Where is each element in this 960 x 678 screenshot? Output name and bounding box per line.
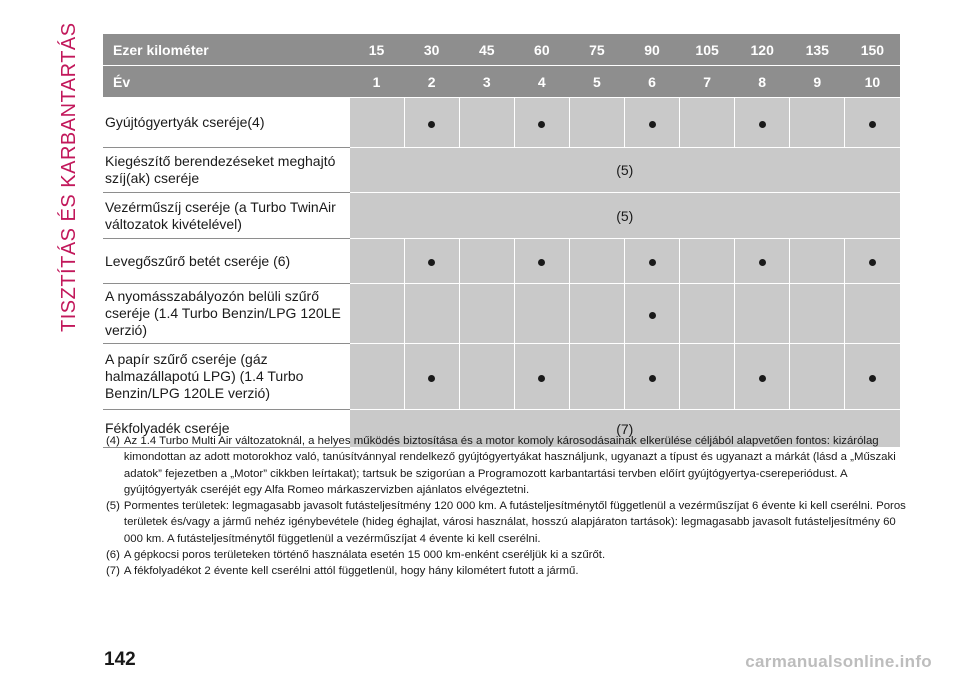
header-value: 15 [349, 34, 404, 66]
schedule-cell [514, 344, 569, 410]
scheduled-dot-icon [759, 375, 766, 382]
schedule-cell [680, 344, 735, 410]
schedule-cell [790, 284, 845, 344]
schedule-cell [514, 239, 569, 284]
header-value: 7 [680, 66, 735, 98]
schedule-cell [735, 98, 790, 148]
scheduled-dot-icon [428, 375, 435, 382]
footnote-text: A gépkocsi poros területeken történő használata esetén 15 000 km-enként cseréljük ki a szűrőt. [123, 549, 606, 562]
scheduled-dot-icon [538, 375, 545, 382]
footnote-marker: (4) [106, 435, 120, 447]
schedule-cell [624, 98, 679, 148]
schedule-cell [790, 98, 845, 148]
header-label: Ezer kilométer [103, 34, 349, 66]
schedule-cell [735, 239, 790, 284]
header-value: 10 [845, 66, 900, 98]
span-note-cell: (5) [349, 193, 900, 239]
table-row [103, 284, 900, 344]
maintenance-schedule-table [103, 34, 900, 448]
row-label: A papír szűrő cseréje (gáz halmazállapotú LPG) (1.4 Turbo Benzin/LPG 120LE verzió) [103, 344, 349, 410]
table-row [103, 98, 900, 148]
header-value: 8 [735, 66, 790, 98]
footnote [106, 498, 906, 547]
scheduled-dot-icon [538, 259, 545, 266]
schedule-cell [459, 239, 514, 284]
header-value: 2 [404, 66, 459, 98]
header-value: 9 [790, 66, 845, 98]
row-label: Levegőszűrő betét cseréje (6) [103, 239, 349, 284]
schedule-cell [680, 98, 735, 148]
schedule-cell [404, 98, 459, 148]
table-row [103, 239, 900, 284]
footnote [106, 563, 906, 579]
header-value: 150 [845, 34, 900, 66]
header-value: 1 [349, 66, 404, 98]
schedule-cell [349, 239, 404, 284]
footnote [106, 547, 906, 563]
header-value: 90 [624, 34, 679, 66]
footnotes [106, 433, 906, 580]
schedule-cell [459, 98, 514, 148]
scheduled-dot-icon [869, 375, 876, 382]
header-value: 5 [569, 66, 624, 98]
header-value: 30 [404, 34, 459, 66]
header-row-year [103, 66, 900, 98]
scheduled-dot-icon [759, 259, 766, 266]
header-value: 75 [569, 34, 624, 66]
header-value: 6 [624, 66, 679, 98]
footnote [106, 433, 906, 498]
schedule-cell [790, 344, 845, 410]
header-value: 60 [514, 34, 569, 66]
footnote-text: A fékfolyadékot 2 évente kell cserélni attól függetlenül, hogy hány kilométert futott a jármű. [123, 565, 579, 578]
schedule-cell [349, 284, 404, 344]
schedule-cell [459, 344, 514, 410]
scheduled-dot-icon [428, 259, 435, 266]
span-note-cell: (7) [349, 410, 900, 448]
header-value: 135 [790, 34, 845, 66]
schedule-cell [624, 344, 679, 410]
schedule-cell [845, 344, 900, 410]
header-value: 3 [459, 66, 514, 98]
scheduled-dot-icon [538, 121, 545, 128]
schedule-cell [459, 284, 514, 344]
schedule-cell [624, 284, 679, 344]
span-note-cell: (5) [349, 148, 900, 193]
scheduled-dot-icon [869, 121, 876, 128]
row-label: Vezérműszíj cseréje (a Turbo TwinAir változatok kivételével) [103, 193, 349, 239]
header-value: 45 [459, 34, 514, 66]
footnote-marker: (6) [106, 549, 120, 562]
footnote-text: Az 1.4 Turbo Multi Air változatoknál, a helyes működés biztosítása és a motor komoly károsodásainak elkerülése céljából alapvetően fontos: kizárólag kimondottan az adott motorokhoz való, tanúsítvánnyal rendelkező gyújtógyertyákat használjunk, ugyanazt a típust és ugyanazt a márkát (lásd a „Műszaki adatok” fejezetben a „Motor” cikkben leírtakat); tartsuk be szigorúan a Programozott karbantartási tervben előírt gyújtógyertya-csereperiódust. A gyújtógyertyák cseréjét egy Alfa Romeo márkaszervizben ajánlatos elvégeztetni. [123, 435, 896, 496]
scheduled-dot-icon [428, 121, 435, 128]
schedule-cell [514, 284, 569, 344]
schedule-cell [349, 344, 404, 410]
schedule-cell [569, 98, 624, 148]
table-row [103, 148, 900, 193]
schedule-cell [514, 98, 569, 148]
header-value: 120 [735, 34, 790, 66]
schedule-cell [790, 239, 845, 284]
watermark: carmanualsonline.info [745, 652, 932, 671]
schedule-cell [845, 284, 900, 344]
schedule-cell [404, 284, 459, 344]
footnote-marker: (5) [106, 500, 120, 513]
schedule-cell [404, 239, 459, 284]
schedule-cell [624, 239, 679, 284]
schedule-cell [569, 344, 624, 410]
schedule-cell [680, 239, 735, 284]
header-value: 105 [680, 34, 735, 66]
scheduled-dot-icon [649, 375, 656, 382]
table-row [103, 344, 900, 410]
scheduled-dot-icon [649, 121, 656, 128]
schedule-cell [845, 239, 900, 284]
scheduled-dot-icon [649, 312, 656, 319]
table-row [103, 193, 900, 239]
schedule-cell [735, 284, 790, 344]
schedule-cell [569, 284, 624, 344]
page-number: 142 [104, 649, 136, 670]
header-label: Év [103, 66, 349, 98]
footnote-text: Pormentes területek: legmagasabb javasolt futásteljesítmény 120 000 km. A futásteljesítménytől függetlenül a vezérműszíjat 6 évente ki kell cserélni. Poros területek és/vagy a jármű nehéz igénybevétele (hideg éghajlat, városi használat, hosszú alapjáraton tartások): legmagasabb javasolt futásteljesítmény 60 000 km. A futásteljesítménytől függetlenül a vezérműszíjat 4 évente ki kell cserélni. [123, 500, 906, 545]
schedule-cell [680, 284, 735, 344]
scheduled-dot-icon [869, 259, 876, 266]
section-title: TISZTÍTÁS ÉS KARBANTARTÁS [58, 22, 80, 332]
row-label: A nyomásszabályozón belüli szűrő cseréje (1.4 Turbo Benzin/LPG 120LE verzió) [103, 284, 349, 344]
header-value: 4 [514, 66, 569, 98]
schedule-cell [735, 344, 790, 410]
schedule-cell [569, 239, 624, 284]
row-label: Gyújtógyertyák cseréje(4) [103, 98, 349, 148]
schedule-cell [845, 98, 900, 148]
row-label: Fékfolyadék cseréje [103, 410, 349, 448]
row-label: Kiegészítő berendezéseket meghajtó szíj(ak) cseréje [103, 148, 349, 193]
scheduled-dot-icon [649, 259, 656, 266]
footnote-marker: (7) [106, 565, 120, 578]
schedule-cell [404, 344, 459, 410]
header-row-km [103, 34, 900, 66]
schedule-cell [349, 98, 404, 148]
scheduled-dot-icon [759, 121, 766, 128]
